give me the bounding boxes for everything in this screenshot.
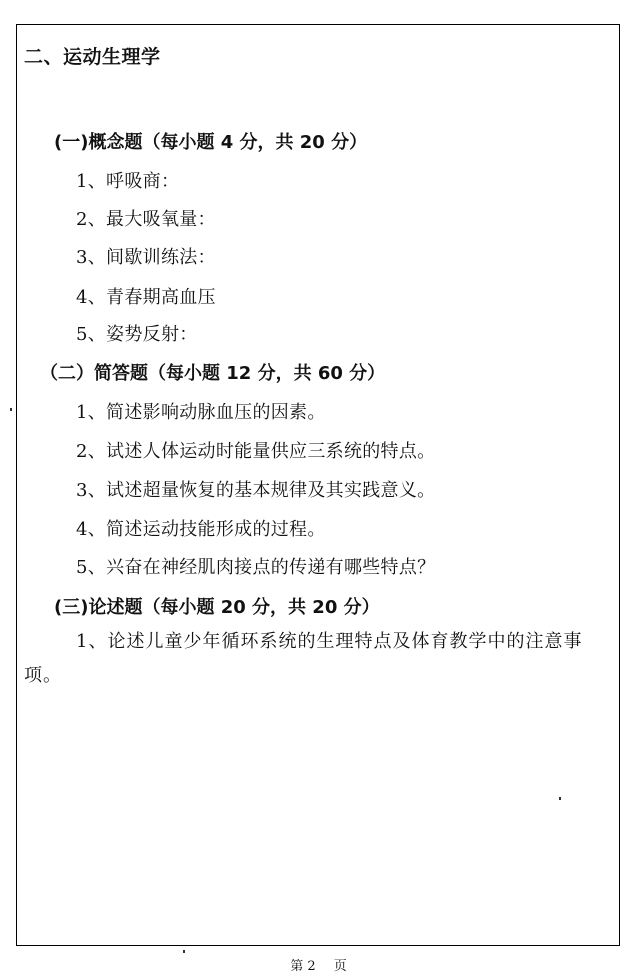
page-number-prefix: 第 2 [290,959,316,974]
part-heading: 二、运动生理学 [24,46,161,68]
question-item: 3、间歇训练法： [76,247,216,268]
question-item: 3、试述超量恢复的基本规律及其实践意义。 [76,480,436,501]
scan-speck [559,797,561,800]
scan-speck [183,950,185,953]
question-item: 5、兴奋在神经肌肉接点的传递有哪些特点？ [76,557,436,578]
page-footer [0,955,637,974]
question-item: 2、试述人体运动时能量供应三系统的特点。 [76,441,436,462]
question-item: 1、简述影响动脉血压的因素。 [76,402,326,423]
question-item: 5、姿势反射： [76,324,198,345]
section-title-concepts: (一)概念题（每小题 4 分，共 20 分） [54,132,368,153]
section-title-short-answer: （二）简答题（每小题 12 分，共 60 分） [40,363,386,384]
question-item: 4、青春期高血压 [76,287,216,308]
page-number-suffix: 页 [333,959,347,974]
section-title-essay: (三)论述题（每小题 20 分，共 20 分） [54,597,380,618]
question-item: 1、呼吸商： [76,171,180,192]
question-item: 4、简述运动技能形成的过程。 [76,519,326,540]
question-item: 2、最大吸氧量： [76,209,216,230]
scan-speck [10,408,12,411]
essay-question: 1、论述儿童少年循环系统的生理特点及体育教学中的注意事项。 [24,631,583,686]
